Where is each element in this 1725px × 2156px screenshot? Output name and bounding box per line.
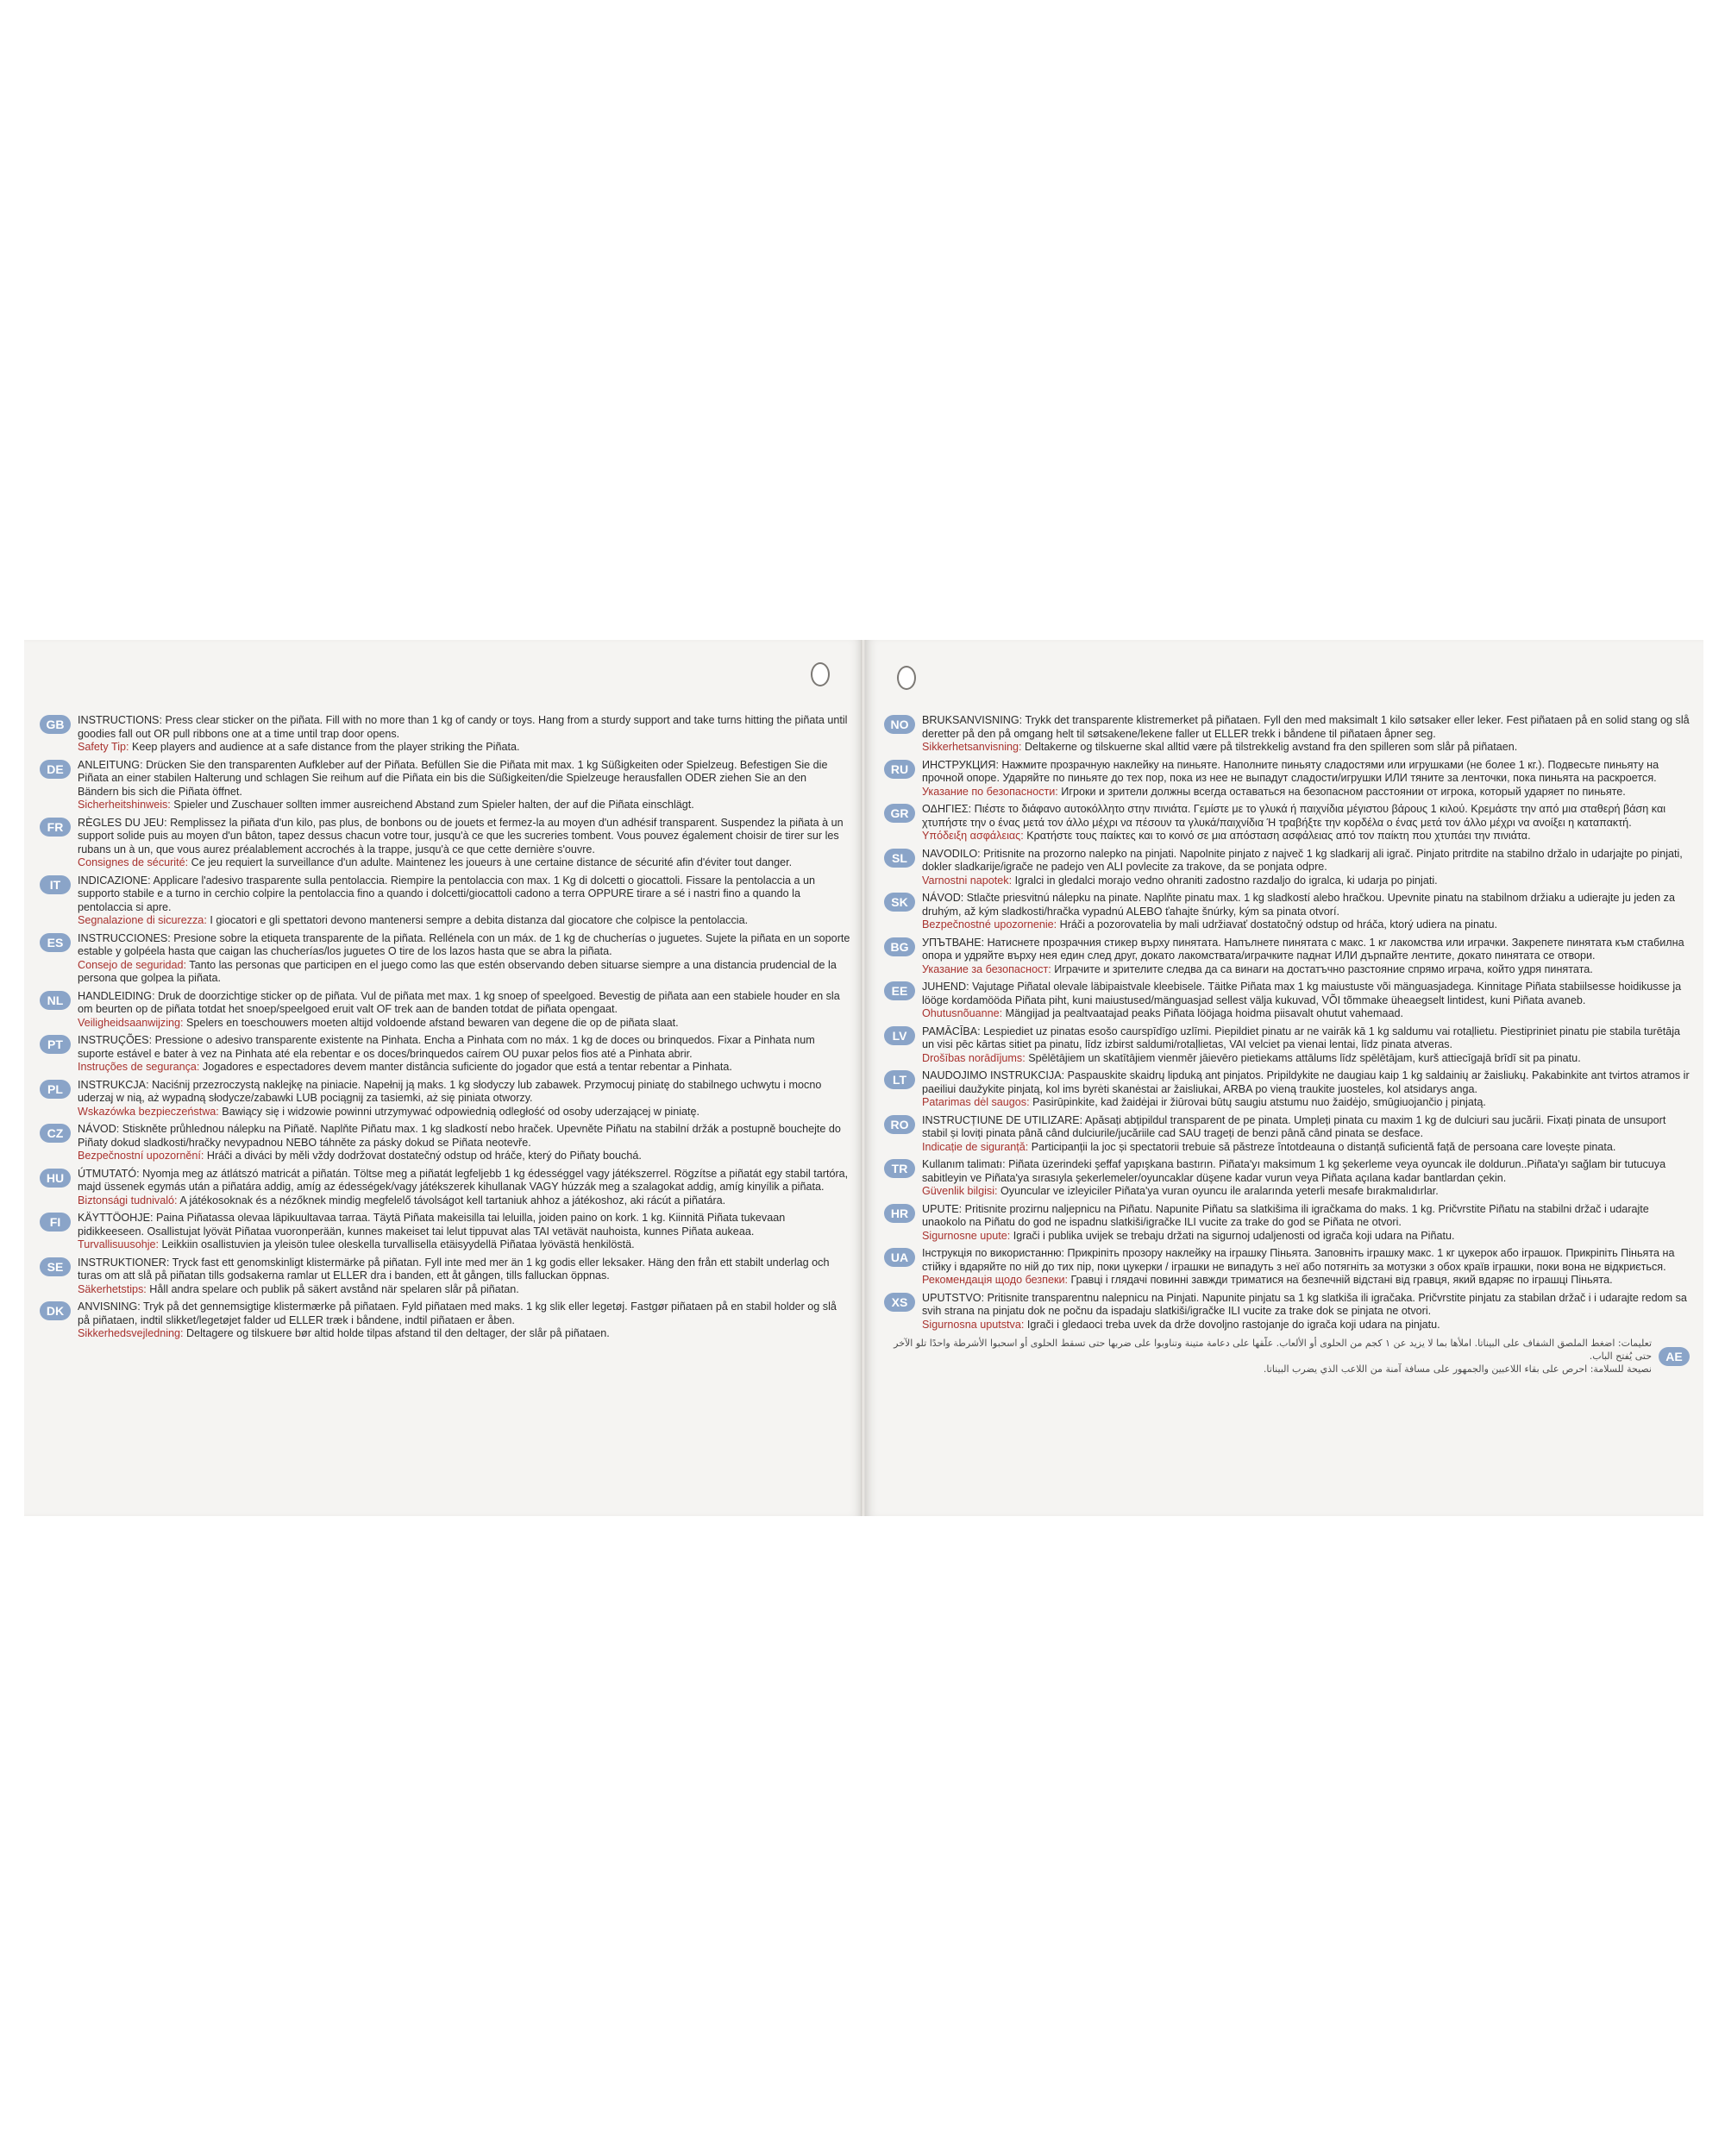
language-entry-ua bbox=[884, 1247, 1690, 1288]
language-entry-pl bbox=[40, 1079, 850, 1119]
language-code-badge: FI bbox=[40, 1213, 71, 1232]
language-code-badge: SL bbox=[884, 849, 915, 868]
instructions-text: ANVISNING: Tryk på det gennemsigtige klistermærke på piñataen. Fyld piñataen med maks. 1 kg slik eller legetøj. Fastgør piñataen på en stabil holder og slå på piñataen, indtil slikket/legetøjet falder ud ELLER træk i båndene, indtil piñataen er åben. bbox=[78, 1300, 837, 1326]
entry-body bbox=[78, 874, 850, 928]
safety-tip-label: Varnostni napotek: bbox=[922, 874, 1013, 887]
entry-body bbox=[78, 1168, 850, 1208]
safety-tip bbox=[922, 1274, 1690, 1288]
entry-body bbox=[78, 1300, 850, 1341]
language-entry-gb bbox=[40, 714, 850, 755]
language-code-badge: UA bbox=[884, 1248, 915, 1267]
safety-tip-text: Hráči a pozorovatelia by mali udržiavať dostatočný odstup od hráča, ktorý udiera na pinatu. bbox=[1057, 918, 1497, 931]
safety-tip bbox=[922, 1007, 1690, 1021]
safety-tip-text: Hráči a diváci by měli vždy dodržovat dostatečný odstup od hráče, který do Piñaty bouchá. bbox=[204, 1150, 642, 1162]
entry-body bbox=[922, 1247, 1690, 1288]
safety-tip-text: Deltagere og tilskuere bør altid holde tilpas afstand til den deltager, der slår på piñataen. bbox=[183, 1327, 610, 1339]
language-code-badge: RO bbox=[884, 1115, 915, 1134]
safety-tip-text: Oyuncular ve izleyiciler Piñata'ya vuran oyuncu ile aralarında yeterli mesafe bırakmalıdırlar. bbox=[997, 1185, 1439, 1197]
instructions-text: INDICAZIONE: Applicare l'adesivo trasparente sulla pentolaccia. Riempire la pentolaccia con max. 1 Kg di dolcetti o giocattoli. Fissare la pentolaccia a un supporto stabile e a turno in cerchio colpire la pentolaccia fino a quando i dolcetti/giocattoli cadono a terra OPPURE tirare a sé i nastri fino a quando la pentolaccia si apre. bbox=[78, 874, 816, 913]
language-code-badge: CZ bbox=[40, 1124, 71, 1143]
entry-body bbox=[78, 1123, 850, 1163]
safety-tip-text: Spelers en toeschouwers moeten altijd voldoende afstand bewaren van degene die op de piñata slaat. bbox=[183, 1016, 679, 1029]
safety-tip-text: Igrači i gledaoci treba uvek da drže dovoljno rastojanje do igrača koji udara na pinjatu. bbox=[1024, 1318, 1440, 1331]
safety-tip-label: Consejo de seguridad: bbox=[78, 958, 187, 971]
language-code-badge: GR bbox=[884, 804, 915, 823]
instructions-text: NAUDOJIMO INSTRUKCIJA: Paspauskite skaidrų lipduką ant pinjatos. Pripildykite ne daugiau kaip 1 kg saldainių ar žaisliukų. Pakabinkite ant tvirtos atramos ir paeiliui daužykite pinjatą, kol ims byrėti skanėstai ar žaisliukai, ARBA po vieną traukite juosteles, kol atsidarys anga. bbox=[922, 1069, 1690, 1095]
instructions-text: NAVODILO: Pritisnite na prozorno nalepko na pinjati. Napolnite pinjato z največ 1 kg sladkarij ali igrač. Pinjato pritrdite na stabilno držalo in udarjajte po pinjati, dokler sladkarije/igrače ne padejo ven ALI povlecite za trakove, da se ponjata odpre. bbox=[922, 847, 1683, 873]
safety-tip bbox=[78, 1194, 850, 1208]
entry-body bbox=[78, 1212, 850, 1252]
instructions-text: BRUKSANVISNING: Trykk det transparente klistremerket på piñataen. Fyll den med maksimalt 1 kilo søtsaker eller leker. Fest piñataen på en solid stang og slå deretter på den på omgang helt til søtsakene/lekene faller ut ELLER trekk i båndene til piñataen åpner seg. bbox=[922, 714, 1690, 740]
language-code-badge: PT bbox=[40, 1035, 71, 1054]
safety-tip-label: Bezpečnostní upozornění: bbox=[78, 1150, 204, 1162]
language-entry-tr bbox=[884, 1158, 1690, 1199]
instructions-text: INSTRUKTIONER: Tryck fast ett genomskinligt klistermärke på piñatan. Fyll inte med mer än 1 kg godis eller leksaker. Häng den från ett stabilt underlag och turas om att slå på piñatan tills godsakerna ramlar ut ELLER dra i banden, ett åt gången, tills falluckan öppnas. bbox=[78, 1256, 830, 1282]
language-code-badge: SE bbox=[40, 1257, 71, 1276]
safety-tip-label: Sicherheitshinweis: bbox=[78, 799, 171, 811]
safety-tip bbox=[78, 1283, 850, 1297]
safety-tip-text: Leikkiin osallistuvien ja yleisön tulee oleskella turvallisella etäisyydellä Piñataa lyövästä henkilöstä. bbox=[159, 1238, 635, 1250]
language-code-badge: LT bbox=[884, 1070, 915, 1089]
language-entry-hr bbox=[884, 1203, 1690, 1244]
safety-tip-text: Bawiący się i widzowie powinni utrzymywać odpowiednią odległość od osoby uderzającej w piniatę. bbox=[218, 1105, 700, 1118]
instructions-text: INSTRUCȚIUNE DE UTILIZARE: Apăsați abțipildul transparent de pe pinata. Umpleți pinata cu maxim 1 kg de dulciuri sau jucării. Fixați pinata de unsuport stabil și loviți pinata până când dulciurile/jucăriile cad SAU trageți de benzi până când pinata se desface. bbox=[922, 1113, 1666, 1139]
language-code-badge: PL bbox=[40, 1080, 71, 1099]
punch-hole-right bbox=[897, 666, 916, 690]
safety-tip bbox=[922, 1319, 1690, 1332]
safety-tip-text: Igrači i publika uvijek se trebaju držati na sigurnoj udaljenosti od igrača koji udara na Piñatu. bbox=[1010, 1229, 1455, 1242]
safety-tip-label: Güvenlik bilgisi: bbox=[922, 1185, 998, 1197]
entry-body bbox=[78, 1079, 850, 1119]
safety-tip-label: Consignes de sécurité: bbox=[78, 856, 189, 868]
safety-tip bbox=[78, 1106, 850, 1119]
safety-tip-label: Sigurnosna uputstva: bbox=[922, 1318, 1025, 1331]
instructions-text: HANDLEIDING: Druk de doorzichtige sticker op de piñata. Vul de piñata met max. 1 kg snoep of speelgoed. Bevestig de piñata aan een stabiele houder en sla om beurten op de piñata totdat het snoep/speelgoed eruit valt OF trek aan de banden totdat de piñata opengaat. bbox=[78, 989, 840, 1015]
entry-body bbox=[78, 990, 850, 1031]
safety-tip-label: Instruções de segurança: bbox=[78, 1061, 200, 1073]
safety-tip-label: Ohutusnõuanne: bbox=[922, 1007, 1003, 1019]
language-entry-no bbox=[884, 714, 1690, 755]
instructions-text: KÄYTTÖOHJE: Paina Piñatassa olevaa läpikuultavaa tarraa. Täytä Piñata makeisilla tai leluilla, joiden paino on kork. 1 kg. Kiinnitä Piñata tukevaan pidikkeeseen. Osallistujat lyövät Piñataa vuoronperään, kunnes makeiset tai lelut tippuvat alas TAI vetävät nauhoista, kunnes Piñata aukeaa. bbox=[78, 1212, 786, 1238]
safety-tip bbox=[78, 1061, 850, 1075]
safety-tip-text: Tanto las personas que participen en el juego como las que estén observando deben situarse siempre a una distancia prudencial de la persona que golpea la piñata. bbox=[78, 958, 837, 984]
instructions-text: UPUTE: Pritisnite prozirnu naljepnicu na Piñatu. Napunite Piñatu sa slatkišima ili igračkama do maks. 1 kg. Pričvrstite Piñatu na stabilni držač i udarajte unaokolo na Piñatu do god ne ispadnu slatkiši/igračke ILI vucite za trake do god se Piñata ne otvori. bbox=[922, 1202, 1649, 1228]
safety-tip-label: Указание за безопасност: bbox=[922, 962, 1051, 975]
arabic-line-2: نصيحة للسلامة: احرص على بقاء اللاعبين والجمهور على مسافة آمنة من اللاعب الذي يضرب البيناتا. bbox=[1263, 1363, 1652, 1375]
safety-tip-text: Гравці і глядачі повинні завжди триматися на безпечній відстані від гравця, який вдаряє по іграшці Піньята. bbox=[1068, 1274, 1613, 1286]
language-code-badge: NL bbox=[40, 991, 71, 1010]
language-entry-gr bbox=[884, 803, 1690, 843]
entry-body bbox=[922, 1158, 1690, 1199]
language-code-badge: EE bbox=[884, 981, 915, 1000]
language-entry-it bbox=[40, 874, 850, 928]
entry-body bbox=[922, 1114, 1690, 1155]
language-code-badge: GB bbox=[40, 715, 71, 734]
safety-tip bbox=[922, 1230, 1690, 1244]
instructions-text: INSTRUCTIONS: Press clear sticker on the piñata. Fill with no more than 1 kg of candy or toys. Hang from a sturdy support and take turns hitting the piñata until goodies fall out OR pull ribbons one at a time until trap door opens. bbox=[78, 714, 848, 740]
entry-body bbox=[922, 759, 1690, 799]
language-entry-ro bbox=[884, 1114, 1690, 1155]
safety-tip bbox=[922, 741, 1690, 755]
safety-tip bbox=[78, 799, 850, 812]
instructions-text: INSTRUÇÕES: Pressione o adesivo transparente existente na Pinhata. Encha a Pinhata com no máx. 1 kg de doces ou brinquedos. Fixar a Pinhata num suporte estável e bater à vez na Pinhata até ela rebentar e os doces/brinquedos caírem OU puxar pelos fios até a Pinhata abrir. bbox=[78, 1034, 815, 1060]
instructions-text: ΟΔΗΓΙΕΣ: Πιέστε το διάφανο αυτοκόλλητο στην πινιάτα. Γεμίστε με το γλυκά ή παιχνίδια μέγιστου βάρους 1 κιλού. Κρεμάστε την από μια σταθερή βάση και χτυπήστε την ο ένας μετά τον άλλο μέχρι να πέσουν τα γλυκά/παιχνίδια Ή τραβήξτε την κορδέλα ο ένας μετά τον άλλο μέχρι να ανοίξει η καταπακτή. bbox=[922, 803, 1666, 829]
safety-tip-label: Bezpečnostné upozornenie: bbox=[922, 918, 1057, 931]
language-code-badge: RU bbox=[884, 760, 915, 779]
safety-tip-label: Drošības norādījums: bbox=[922, 1051, 1026, 1064]
safety-tip-text: Spēlētājiem un skatītājiem vienmēr jāievēro pietiekams attālums līdz spēlētājam, kurš attiecīgajā brīdī sit pa pinatu. bbox=[1025, 1051, 1581, 1064]
language-entry-de bbox=[40, 759, 850, 812]
safety-tip-text: Игроки и зрители должны всегда оставаться на безопасном расстоянии от игрока, который ударяет по пиньяте. bbox=[1057, 785, 1626, 798]
safety-tip-text: Participanții la joc și spectatorii trebuie să păstreze întotdeauna o distanță suficientă față de persoana care lovește pinata. bbox=[1028, 1140, 1616, 1153]
safety-tip-label: Sikkerhetsanvisning: bbox=[922, 741, 1022, 753]
entry-body bbox=[78, 759, 850, 812]
instructions-text: Інструкція по використанню: Прикріпіть прозору наклейку на іграшку Піньята. Заповніть іграшку макс. 1 кг цукерок або іграшок. Прикріпіть Піньята на стійку і вдаряйте по ній до тих пір, поки цукерки / іграшки не випадуть з неї або потягніть за мотузки з обох країв іграшки, поки вона не відкриється. bbox=[922, 1247, 1675, 1273]
safety-tip bbox=[922, 1096, 1690, 1110]
safety-tip-label: Veiligheidsaanwijzing: bbox=[78, 1016, 184, 1029]
safety-tip-label: Указание по безопасности: bbox=[922, 785, 1058, 798]
instructions-text: PAMĀCĪBA: Lespiediet uz pinatas esošo caurspīdīgo uzlīmi. Piepildiet pinatu ar ne vairāk kā 1 kg saldumu vai rotaļlietu. Piestipriniet pinatu pie stabila turētāja un visi pēc kārtas sitiet pa pinatu, līdz izbirst saldumi/rotaļlietas, VAI velciet pa vienai lentai, līdz pinata atveras. bbox=[922, 1025, 1681, 1050]
language-code-badge: IT bbox=[40, 875, 71, 894]
safety-tip-label: Turvallisuusohje: bbox=[78, 1238, 160, 1250]
instructions-text: JUHEND: Vajutage Piñatal olevale läbipaistvale kleebisele. Täitke Piñata max 1 kg maiustuste või mänguasjadega. Kinnitage Piñata stabiilsesse hoidikusse ja lööge kordamööda Piñata piht, kuni maiustused/mänguasjad sellest välja kukuvad, VÕI tõmmake üheaegselt lintidest, kuni Piñata avaneb. bbox=[922, 981, 1682, 1006]
instructions-text: ANLEITUNG: Drücken Sie den transparenten Aufkleber auf der Piñata. Befüllen Sie die Piñata mit max. 1 kg Süßigkeiten oder Spielzeug. Befestigen Sie die Piñata an einer stabilen Halterung und schlagen Sie reihum auf die Piñata ein bis die Süßigkeiten/die Spielzeuge herausfallen ODER ziehen Sie an den Bändern bis sich die Piñata öffnet. bbox=[78, 758, 828, 798]
entry-body bbox=[922, 1203, 1690, 1244]
language-code-badge: LV bbox=[884, 1026, 915, 1045]
instructions-text: Kullanım talimatı: Piñata üzerindeki şeffaf yapışkana bastırın. Piñata'yı maksimum 1 kg şekerleme veya oyuncak ile doldurun..Piñata'yı sağlam bir tutucuya sabitleyin ve Piñata'ya sırasıyla şekerlemeler/oyuncaklar düşene kadar vurun veya Piñata açılana kadar bantlardan çekin. bbox=[922, 1158, 1666, 1184]
instructions-text: ÚTMUTATÓ: Nyomja meg az átlátszó matricát a piñatán. Töltse meg a piñatát legfeljebb 1 kg édességgel vagy játékszerrel. Rögzítse a piñatát egy stabil tartóra, majd üssenek egymás után a piñatára addig, amíg az édességek/vagy játékszerek kihullanak VAGY húzzák meg a szalagokat addig, amíg kinyílik a piñata. bbox=[78, 1167, 849, 1193]
language-code-badge: HR bbox=[884, 1204, 915, 1223]
safety-tip-text: Keep players and audience at a safe distance from the player striking the Piñata. bbox=[129, 741, 520, 753]
entry-body bbox=[922, 848, 1690, 888]
safety-tip-label: Säkerhetstips: bbox=[78, 1282, 147, 1295]
language-entry-ru bbox=[884, 759, 1690, 799]
safety-tip bbox=[78, 741, 850, 755]
language-code-badge: ES bbox=[40, 933, 71, 952]
safety-tip-text: Igralci in gledalci morajo vedno ohraniti zadostno razdaljo do igralca, ki udarja po pinjati. bbox=[1012, 874, 1438, 887]
entry-body bbox=[922, 892, 1690, 932]
entry-body bbox=[922, 937, 1690, 977]
safety-tip-label: Indicație de siguranță: bbox=[922, 1140, 1029, 1153]
safety-tip-label: Sikkerhedsvejledning: bbox=[78, 1327, 184, 1339]
safety-tip bbox=[78, 914, 850, 928]
safety-tip-text: Mängijad ja pealtvaatajad peaks Piñata lööjaga hoidma piisavalt ohutut vahemaad. bbox=[1002, 1007, 1404, 1019]
language-entry-ee bbox=[884, 981, 1690, 1021]
safety-tip-label: Υπόδειξη ασφάλειας: bbox=[922, 830, 1024, 842]
safety-tip bbox=[78, 1150, 850, 1163]
entry-body bbox=[78, 817, 850, 870]
safety-tip-text: Κρατήστε τους παίκτες και το κοινό σε μια απόσταση ασφάλειας από τον παίκτη που χτυπάει την πινιάτα. bbox=[1023, 830, 1531, 842]
safety-tip bbox=[922, 918, 1690, 932]
language-code-badge: BG bbox=[884, 937, 915, 956]
instructions-text: NÁVOD: Stlačte priesvitnú nálepku na pinate. Naplňte pinatu max. 1 kg sladkostí alebo hračkou. Upevnite pinatu na stabilnom držiaku a udierajte ju jeden za druhým, až kým sladkosti/hračka vypadnú ALEBO ťahajte šnúrky, kým sa pinata otvorí. bbox=[922, 892, 1675, 918]
entry-body bbox=[922, 1069, 1690, 1110]
left-page bbox=[24, 640, 862, 1516]
safety-tip bbox=[78, 959, 850, 986]
safety-tip-text: Håll andra spelare och publik på säkert avstånd när spelaren slår på piñatan. bbox=[146, 1282, 519, 1295]
language-code-badge: FR bbox=[40, 818, 71, 837]
safety-tip-label: Sigurnosne upute: bbox=[922, 1229, 1011, 1242]
language-entry-lt bbox=[884, 1069, 1690, 1110]
instructions-text: ИНСТРУКЦИЯ: Нажмите прозрачную наклейку на пиньяте. Наполните пиньяту сладостями или игрушками (не более 1 кг.). Подвесьте пиньяту на прочной опоре. Ударяйте по пиньяте до тех пор, пока из нее не выпадут сладости/игрушки ИЛИ тяните за ленточки, пока пиньята на раскроется. bbox=[922, 758, 1659, 784]
safety-tip-label: Biztonsági tudnivaló: bbox=[78, 1194, 178, 1206]
safety-tip-text: Играчите и зрителите следва да са винаги на достатъчно разстояние спрямо играча, който удря пинятата. bbox=[1051, 962, 1593, 975]
safety-tip-text: A játékosoknak és a nézőknek mindig megfelelő távolságot kell tartaniuk ahhoz a játékoshoz, aki rácút a piñatára. bbox=[177, 1194, 726, 1206]
safety-tip-text: I giocatori e gli spettatori devono mantenersi sempre a debita distanza dal giocatore che colpisce la pentolaccia. bbox=[206, 914, 749, 926]
instructions-text: NÁVOD: Stiskněte průhlednou nálepku na Piñatě. Naplňte Piñatu max. 1 kg sladkostí nebo hraček. Upevněte Piñatu na stabilní držák a postupně bouchejte do Piñaty dokud sladkosti/hračky nevypadnou NEBO táhněte za pásky dokud se Piñata neotevře. bbox=[78, 1123, 841, 1149]
safety-tip bbox=[922, 786, 1690, 799]
language-entry-hu bbox=[40, 1168, 850, 1208]
entry-body bbox=[922, 714, 1690, 755]
safety-tip bbox=[922, 1052, 1690, 1066]
language-entry-nl bbox=[40, 990, 850, 1031]
safety-tip-text: Deltakerne og tilskuerne skal alltid være på tilstrekkelig avstand fra den spilleren som slår på piñataen. bbox=[1021, 741, 1518, 753]
safety-tip bbox=[78, 1327, 850, 1341]
safety-tip bbox=[78, 1017, 850, 1031]
language-entry-pt bbox=[40, 1034, 850, 1075]
safety-tip-label: Рекомендація щодо безпеки: bbox=[922, 1274, 1069, 1286]
language-entry-ae bbox=[884, 1337, 1690, 1376]
instructions-text: УПЪТВАНЕ: Натиснете прозрачния стикер върху пинятата. Напълнете пинятата с макс. 1 кг лакомства или играчки. Закрепете пинятата към стабилна опора и удряйте върху нея един след друг, докато лакомствата/играчките паднат ИЛИ дърпайте лентите, докато пинятата се отвори. bbox=[922, 936, 1684, 962]
safety-tip bbox=[78, 1238, 850, 1252]
language-code-badge: AE bbox=[1659, 1347, 1690, 1366]
safety-tip-label: Segnalazione di sicurezza: bbox=[78, 914, 207, 926]
language-entry-es bbox=[40, 932, 850, 986]
punch-hole-left bbox=[811, 662, 830, 686]
language-code-badge: DK bbox=[40, 1301, 71, 1320]
language-code-badge: NO bbox=[884, 715, 915, 734]
arabic-instructions-text bbox=[884, 1337, 1652, 1376]
language-code-badge: TR bbox=[884, 1159, 915, 1178]
safety-tip bbox=[922, 1141, 1690, 1155]
language-code-badge: DE bbox=[40, 760, 71, 779]
language-entry-bg bbox=[884, 937, 1690, 977]
right-page bbox=[865, 640, 1703, 1516]
safety-tip bbox=[922, 1185, 1690, 1199]
safety-tip-text: Ce jeu requiert la surveillance d'un adulte. Maintenez les joueurs à une certaine distance de sécurité afin d'éviter tout danger. bbox=[188, 856, 793, 868]
safety-tip-label: Wskazówka bezpieczeństwa: bbox=[78, 1105, 219, 1118]
language-entry-xs bbox=[884, 1292, 1690, 1332]
arabic-line-1: تعليمات: اضغط الملصق الشفاف على البيناتا. املأها بما لا يزيد عن ١ كجم من الحلوى أو الألعاب. علّقها على دعامة متينة وتناوبوا على ضربها حتى تسقط الحلوى أو اسحبوا الأشرطة واحدًا تلو الآخر حتى يُفتح الباب. bbox=[894, 1338, 1652, 1362]
safety-tip-text: Jogadores e espectadores devem manter distância suficiente do jogador que está a tentar rebentar a Pinhata. bbox=[199, 1061, 732, 1073]
entry-body bbox=[78, 932, 850, 986]
safety-tip-label: Safety Tip: bbox=[78, 741, 129, 753]
safety-tip bbox=[78, 856, 850, 870]
language-entry-cz bbox=[40, 1123, 850, 1163]
safety-tip bbox=[922, 830, 1690, 843]
entry-body bbox=[78, 714, 850, 755]
language-code-badge: HU bbox=[40, 1169, 71, 1188]
language-entry-fi bbox=[40, 1212, 850, 1252]
safety-tip bbox=[922, 874, 1690, 888]
language-entry-lv bbox=[884, 1025, 1690, 1066]
instructions-text: RÈGLES DU JEU: Remplissez la piñata d'un kilo, pas plus, de bonbons ou de jouets et fermez-la au moyen d'un adhésif transparent. Suspendez la piñata à un support solide puis au moyen d'un bâton, tapez dessus chacun votre tour, jusqu'à ce que les sucreries tombent. Vous pouvez également choisir de tirer sur les rubans un à un, que vous aurez préalablement accrochés à la trappe, jusqu'à ce que cette dernière s'ouvre. bbox=[78, 816, 844, 856]
instructions-text: INSTRUKCJA: Naciśnij przezroczystą naklejkę na piniacie. Napełnij ją maks. 1 kg słodyczy lub zabawek. Przymocuj piniatę do stabilnego uchwytu i mocno uderzaj w nią, aż wypadną słodycze/zabawki LUB pociągnij za tasiemki, aż się piniata otworzy. bbox=[78, 1078, 822, 1104]
language-entry-dk bbox=[40, 1300, 850, 1341]
language-entry-sk bbox=[884, 892, 1690, 932]
entry-body bbox=[922, 1025, 1690, 1066]
language-code-badge: XS bbox=[884, 1293, 915, 1312]
instructions-text: UPUTSTVO: Pritisnite transparentnu nalepnicu na Pinjati. Napunite pinjatu sa 1 kg slatkiša ili igračaka. Pričvrstite pinjatu za stabilan držač i i udarajte redom sa svih strana na pinjatu dok ne počnu da ispadaju slatkiši/igračke ILI vucite za trake dok se pinjata ne otvori. bbox=[922, 1291, 1687, 1317]
safety-tip-text: Spieler und Zuschauer sollten immer ausreichend Abstand zum Spieler halten, der auf die Piñata einschlägt. bbox=[170, 799, 694, 811]
entry-body bbox=[922, 981, 1690, 1021]
language-entry-se bbox=[40, 1257, 850, 1297]
safety-tip-label: Patarimas dėl saugos: bbox=[922, 1096, 1030, 1108]
entry-body bbox=[78, 1034, 850, 1075]
language-entry-sl bbox=[884, 848, 1690, 888]
safety-tip bbox=[922, 963, 1690, 977]
safety-tip-text: Pasirūpinkite, kad žaidėjai ir žiūrovai būtų saugiu atstumu nuo žaidėjo, smūgiuojančio į pinjatą. bbox=[1029, 1096, 1486, 1108]
language-code-badge: SK bbox=[884, 893, 915, 912]
instructions-text: INSTRUCCIONES: Presione sobre la etiqueta transparente de la piñata. Rellénela con un máx. de 1 kg de chucherías o juguetes. Sujete la piñata en un soporte estable y golpéela hasta que caigan las chucherías/los juguetes O tire de los lazos hasta que se abra la piñata. bbox=[78, 931, 850, 957]
entry-body bbox=[78, 1257, 850, 1297]
entry-body bbox=[922, 803, 1690, 843]
language-entry-fr bbox=[40, 817, 850, 870]
entry-body bbox=[922, 1292, 1690, 1332]
